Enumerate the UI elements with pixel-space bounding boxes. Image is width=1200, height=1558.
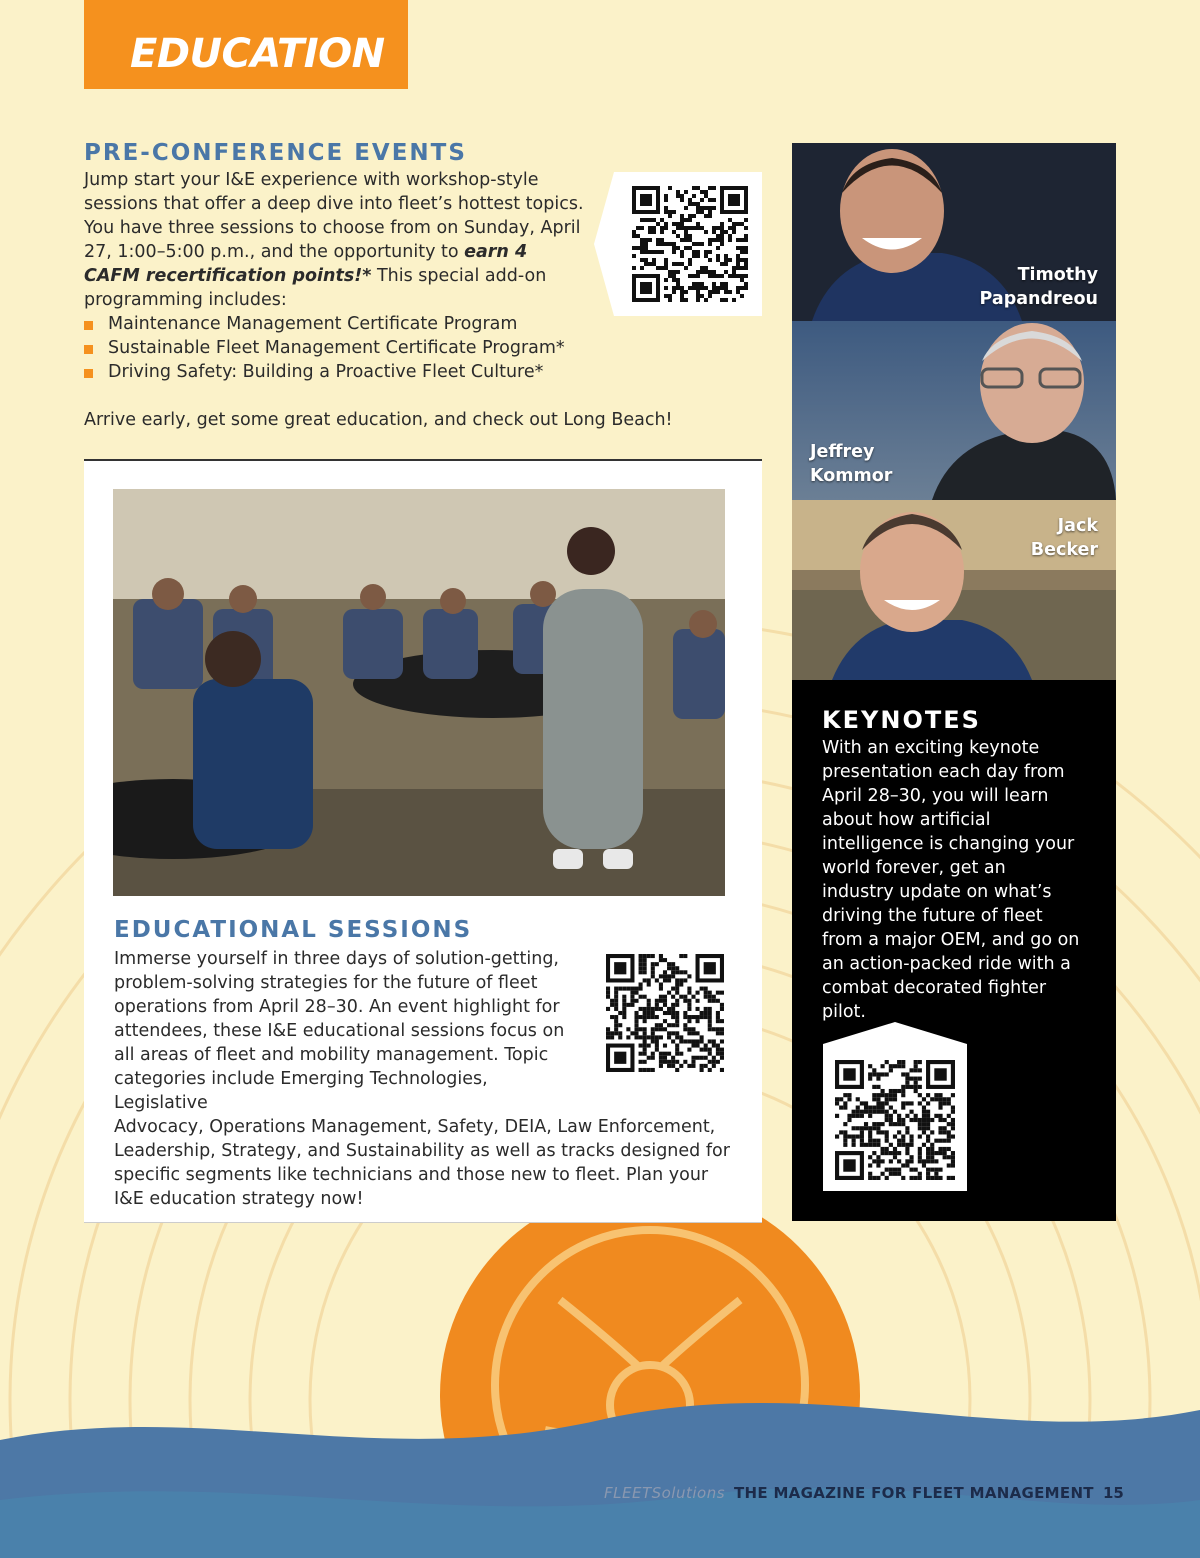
keynotes-heading: KEYNOTES (822, 706, 981, 734)
educational-sessions-paragraph-2: Advocacy, Operations Management, Safety, DEIA, Law Enforcement, Leadership, Strategy, and Sustainability as well as tracks designed for specific segments like technicians and those new to fleet. Plan your I&E education strategy now! (114, 1117, 730, 1209)
pre-conference-section (84, 140, 673, 432)
section-title: EDUCATION (130, 31, 385, 77)
educational-sessions-card (84, 461, 762, 1222)
list-item: Maintenance Management Certificate Program (84, 312, 584, 336)
intro-emphasis: earn 4 CAFM recertification points!* (84, 242, 528, 286)
speaker-first-name: Jack (1057, 516, 1098, 536)
speaker-last-name: Papandreou (979, 289, 1098, 309)
speaker-last-name: Becker (1030, 540, 1098, 560)
magazine-logo: FLEETSolutions (604, 1484, 726, 1502)
educational-sessions-heading: EDUCATIONAL SESSIONS (114, 917, 473, 943)
pre-conference-intro (84, 168, 584, 312)
list-item: Driving Safety: Building a Proactive Fleet Culture* (84, 360, 584, 384)
speaker-photo-becker (792, 500, 1116, 680)
session-photo (113, 489, 725, 896)
speaker-photo-papandreou (792, 143, 1116, 321)
intro-text-1: Jump start your I&E experience with workshop-style sessions that offer a deep dive into fleet’s hottest topics. You have three sessions to choose from on Sunday, April 27, 1:00–5:00 p.m., and the opportunity to (84, 170, 584, 262)
qr-code[interactable] (606, 954, 724, 1072)
speaker-first-name: Timothy (1017, 265, 1098, 285)
speaker-name (810, 440, 892, 488)
educational-sessions-paragraph-1: Immerse yourself in three days of solution-getting, problem-solving strategies for the future of fleet operations from April 28–30. An event highlight for attendees, these I&E educational sessions focus on all areas of fleet and mobility management. Topic categories include Emerging Technologies, Legislative (114, 949, 565, 1113)
pre-conference-closing: Arrive early, get some great education, and check out Long Beach! (84, 410, 673, 430)
qr-code[interactable] (835, 1060, 955, 1180)
pre-conference-heading: PRE-CONFERENCE EVENTS (84, 140, 467, 166)
page-footer (0, 1480, 1200, 1510)
pre-conference-list (84, 312, 584, 384)
list-item: Sustainable Fleet Management Certificate Program* (84, 336, 584, 360)
speaker-name (1031, 514, 1098, 562)
speaker-last-name: Kommor (810, 466, 893, 486)
section-tab (84, 0, 408, 89)
intro-text-2: This special add-on programming includes: (84, 266, 547, 310)
speaker-photo-kommor (792, 321, 1116, 500)
keynotes-text: With an exciting keynote presentation each day from April 28–30, you will learn about how artificial intelligence is changing your world forever, get an industry update on what’s driving the future of fleet from a major OEM, and go on an action-packed ride with a combat decorated fighter pilot. (822, 738, 1080, 1022)
page-number: 15 (1103, 1484, 1124, 1502)
qr-code[interactable] (632, 186, 748, 302)
speaker-name (980, 263, 1098, 311)
magazine-tagline: THE MAGAZINE FOR FLEET MANAGEMENT (734, 1484, 1094, 1502)
speaker-first-name: Jeffrey (810, 442, 875, 462)
keynotes-panel (792, 680, 1116, 1221)
